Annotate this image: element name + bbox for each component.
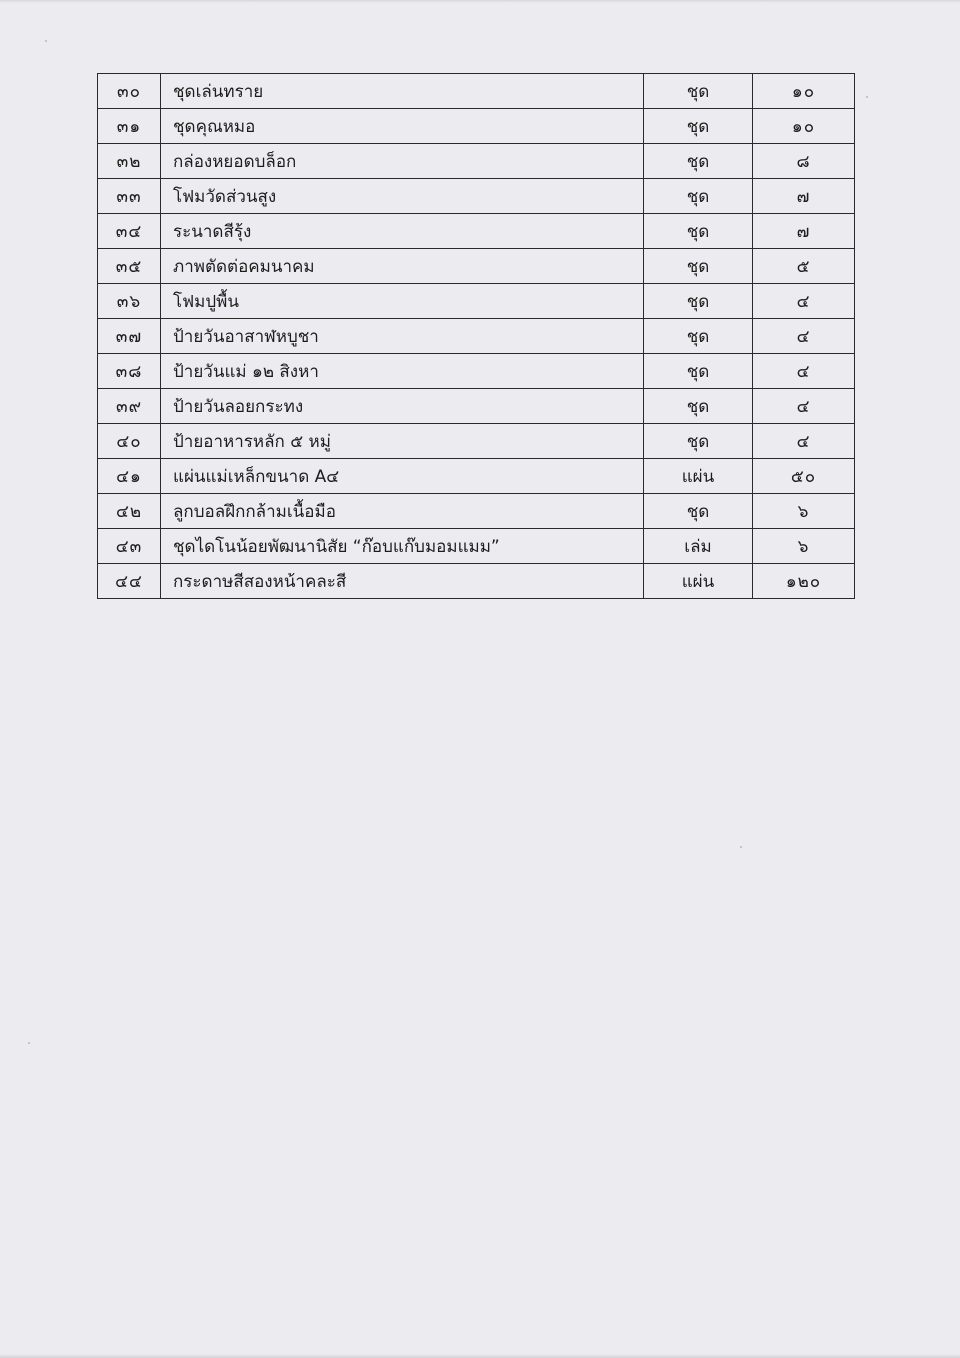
item-quantity-cell: ๑๐ bbox=[753, 74, 855, 109]
table-row bbox=[98, 214, 855, 249]
item-name-cell: กล่องหยอดบล็อก bbox=[161, 144, 644, 179]
item-name-cell: ระนาดสีรุ้ง bbox=[161, 214, 644, 249]
item-quantity-cell: ๗ bbox=[753, 179, 855, 214]
item-number-cell: ๓๔ bbox=[98, 214, 161, 249]
item-quantity-cell: ๕ bbox=[753, 249, 855, 284]
table-row bbox=[98, 459, 855, 494]
item-unit-cell: ชุด bbox=[644, 354, 753, 389]
table-row bbox=[98, 144, 855, 179]
item-number-cell: ๔๒ bbox=[98, 494, 161, 529]
item-name-cell: ลูกบอลฝึกกล้ามเนื้อมือ bbox=[161, 494, 644, 529]
item-number-cell: ๓๗ bbox=[98, 319, 161, 354]
item-unit-cell: ชุด bbox=[644, 389, 753, 424]
item-unit-cell: แผ่น bbox=[644, 564, 753, 599]
table-row bbox=[98, 179, 855, 214]
item-quantity-cell: ๗ bbox=[753, 214, 855, 249]
scan-edge-bottom bbox=[0, 1354, 960, 1358]
item-name-cell: กระดาษสีสองหน้าคละสี bbox=[161, 564, 644, 599]
item-name-cell: ชุดเล่นทราย bbox=[161, 74, 644, 109]
scan-speck bbox=[45, 40, 47, 42]
item-unit-cell: ชุด bbox=[644, 319, 753, 354]
item-name-cell: ชุดไดโนน้อยพัฒนานิสัย “ก๊อบแก๊บมอมแมม” bbox=[161, 529, 644, 564]
item-quantity-cell: ๔ bbox=[753, 354, 855, 389]
item-unit-cell: ชุด bbox=[644, 74, 753, 109]
item-unit-cell: ชุด bbox=[644, 144, 753, 179]
item-number-cell: ๓๐ bbox=[98, 74, 161, 109]
item-quantity-cell: ๑๐ bbox=[753, 109, 855, 144]
item-number-cell: ๓๘ bbox=[98, 354, 161, 389]
item-number-cell: ๓๖ bbox=[98, 284, 161, 319]
item-quantity-cell: ๖ bbox=[753, 494, 855, 529]
table-row bbox=[98, 74, 855, 109]
item-quantity-cell: ๘ bbox=[753, 144, 855, 179]
item-unit-cell: ชุด bbox=[644, 494, 753, 529]
item-number-cell: ๔๐ bbox=[98, 424, 161, 459]
item-name-cell: ป้ายวันอาสาฬหบูชา bbox=[161, 319, 644, 354]
table-row bbox=[98, 284, 855, 319]
scan-speck bbox=[28, 1042, 30, 1044]
table-row bbox=[98, 109, 855, 144]
item-quantity-cell: ๕๐ bbox=[753, 459, 855, 494]
item-number-cell: ๓๓ bbox=[98, 179, 161, 214]
item-number-cell: ๓๙ bbox=[98, 389, 161, 424]
table-row bbox=[98, 319, 855, 354]
table-row bbox=[98, 494, 855, 529]
item-quantity-cell: ๔ bbox=[753, 319, 855, 354]
item-number-cell: ๓๒ bbox=[98, 144, 161, 179]
item-unit-cell: ชุด bbox=[644, 424, 753, 459]
item-name-cell: โฟมปูพื้น bbox=[161, 284, 644, 319]
item-unit-cell: ชุด bbox=[644, 249, 753, 284]
item-name-cell: ชุดคุณหมอ bbox=[161, 109, 644, 144]
item-name-cell: แผ่นแม่เหล็กขนาด A๔ bbox=[161, 459, 644, 494]
item-name-cell: ป้ายอาหารหลัก ๕ หมู่ bbox=[161, 424, 644, 459]
item-quantity-cell: ๑๒๐ bbox=[753, 564, 855, 599]
item-name-cell: ป้ายวันแม่ ๑๒ สิงหา bbox=[161, 354, 644, 389]
scan-speck bbox=[866, 96, 868, 98]
item-quantity-cell: ๔ bbox=[753, 284, 855, 319]
item-unit-cell: ชุด bbox=[644, 214, 753, 249]
item-name-cell: ภาพตัดต่อคมนาคม bbox=[161, 249, 644, 284]
item-unit-cell: แผ่น bbox=[644, 459, 753, 494]
scan-speck bbox=[740, 846, 742, 848]
item-quantity-cell: ๖ bbox=[753, 529, 855, 564]
table-row bbox=[98, 249, 855, 284]
item-quantity-cell: ๔ bbox=[753, 389, 855, 424]
item-name-cell: โฟมวัดส่วนสูง bbox=[161, 179, 644, 214]
table-row bbox=[98, 529, 855, 564]
equipment-table-body bbox=[98, 74, 855, 599]
item-name-cell: ป้ายวันลอยกระทง bbox=[161, 389, 644, 424]
table-row bbox=[98, 564, 855, 599]
table-row bbox=[98, 389, 855, 424]
table-row bbox=[98, 354, 855, 389]
equipment-table bbox=[97, 73, 855, 599]
item-unit-cell: ชุด bbox=[644, 179, 753, 214]
item-number-cell: ๔๓ bbox=[98, 529, 161, 564]
item-unit-cell: เล่ม bbox=[644, 529, 753, 564]
scan-edge-top bbox=[0, 0, 960, 3]
table-row bbox=[98, 424, 855, 459]
item-number-cell: ๔๑ bbox=[98, 459, 161, 494]
item-number-cell: ๓๕ bbox=[98, 249, 161, 284]
item-unit-cell: ชุด bbox=[644, 284, 753, 319]
item-unit-cell: ชุด bbox=[644, 109, 753, 144]
item-quantity-cell: ๔ bbox=[753, 424, 855, 459]
item-number-cell: ๔๔ bbox=[98, 564, 161, 599]
item-number-cell: ๓๑ bbox=[98, 109, 161, 144]
